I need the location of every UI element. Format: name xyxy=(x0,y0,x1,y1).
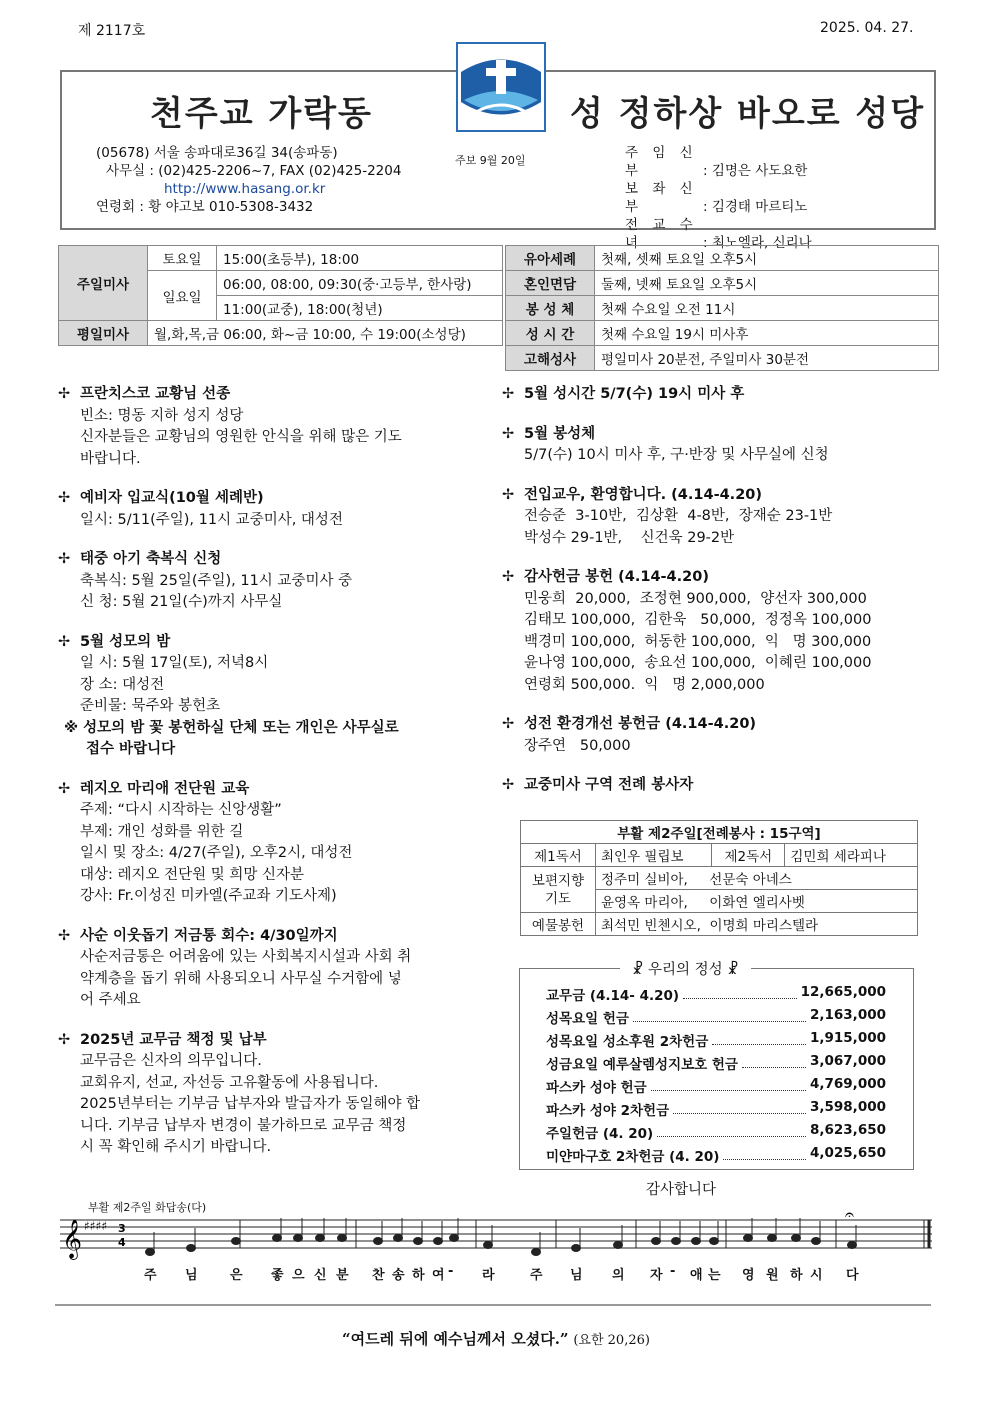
lyric-syllable: 의 xyxy=(612,1268,625,1283)
office-phone: 사무실 : (02)425-2206~7, FAX (02)425-2204 xyxy=(106,163,402,179)
note-head xyxy=(394,1235,403,1242)
reading2-name: 김민희 세라피나 xyxy=(785,844,918,867)
offering-row: 주일헌금 (4. 20) 8,623,650 xyxy=(546,1122,886,1142)
note-head xyxy=(187,1245,196,1252)
note-head xyxy=(374,1238,383,1245)
servers-header: 부활 제2주일[전례봉사 : 15구역] xyxy=(521,821,918,844)
lyric-syllable: 으 xyxy=(292,1268,305,1283)
notice-lent-piggybank: ✢ 사순 이웃돕기 저금통 회수: 4/30일까지 사순저금통은 어려움에 있는 사회복지시설과 사회 취 약계층을 돕기 위해 사용되오니 사무실 수거함에 넣 어 주세요 xyxy=(58,927,412,1008)
notice-communion-sick: ✢ 5월 봉성체 5/7(수) 10시 미사 후, 구·반장 및 사무실에 신청 xyxy=(502,425,829,463)
lyric-syllable: 원 xyxy=(766,1268,779,1283)
parish-area-title: 천주교 가락동 xyxy=(150,94,373,134)
note-head xyxy=(812,1238,821,1245)
lyric-syllable: 분 xyxy=(336,1268,349,1283)
gospel-quote: “여드레 뒤에 예수님께서 오셨다.” xyxy=(342,1330,569,1348)
issue-number: 제 2117호 xyxy=(78,23,146,39)
lyric-syllable: 는 xyxy=(708,1268,721,1283)
sacrament-label: 성 시 간 xyxy=(506,321,595,346)
church-name-title: 성 정하상 바오로 성당 xyxy=(570,94,926,134)
footer-divider xyxy=(55,1304,931,1306)
note-head xyxy=(294,1235,303,1242)
lyric-syllable: 송 xyxy=(392,1268,405,1283)
fermata-icon: 𝄐 xyxy=(845,1208,854,1224)
sunday-mass-label: 주일미사 xyxy=(59,246,148,321)
offering-names: 최석민 빈첸시오, 이명희 마리스텔라 xyxy=(596,913,918,936)
liturgy-servers-table xyxy=(520,820,918,936)
offering-label: 예물봉헌 xyxy=(521,913,596,936)
sacrament-value: 첫째, 셋째 토요일 오후5시 xyxy=(595,246,939,271)
sunday-times-1: 06:00, 08:00, 09:30(중·고등부, 한사랑) xyxy=(217,271,503,296)
parish-logo xyxy=(456,42,546,132)
note-head xyxy=(532,1249,541,1256)
offering-title: ☧ 우리의 정성 ☧ xyxy=(620,958,751,979)
lyric-syllable: 시 xyxy=(810,1268,823,1283)
note-head xyxy=(768,1235,777,1242)
note-head xyxy=(338,1235,347,1242)
sacrament-value: 첫째 수요일 19시 미사후 xyxy=(595,321,939,346)
notice-church-improvement: ✢ 성전 환경개선 봉헌금 (4.14-4.20) 장주연 50,000 xyxy=(502,716,757,754)
sacrament-value: 첫째 수요일 오전 11시 xyxy=(595,296,939,321)
offering-row: 파스카 성야 헌금 4,769,000 xyxy=(546,1076,886,1096)
notice-unborn-blessing: ✢ 태중 아기 축복식 신청 축복식: 5월 25일(주일), 11시 교중미사 중 신 청: 5월 21일(수)까지 사무실 xyxy=(58,551,353,610)
lyric-syllable: 여 xyxy=(432,1268,445,1283)
lyric-syllable: 님 xyxy=(570,1268,583,1283)
sharp-icon: ♯♯♯♯ xyxy=(84,1219,108,1233)
offering-row: 성목요일 헌금 2,163,000 xyxy=(546,1007,886,1027)
time-signature: 3 xyxy=(118,1222,126,1235)
sacrament-label: 유아세례 xyxy=(506,246,595,271)
notice-pope-funeral: ✢ 프란치스코 교황님 선종 빈소: 명동 지하 성지 성당 신자분들은 교황님의 영원한 안식을 위해 많은 기도 바랍니다. xyxy=(58,386,402,467)
clergy-row: 전 교 수녀 : 최노엘라, 신리나 xyxy=(625,217,812,251)
lyric-syllable: 주 xyxy=(144,1268,157,1283)
notice-catechumen: ✢ 예비자 입교식(10월 세례반) 일시: 5/11(주일), 11시 교중미사, 대성전 xyxy=(58,490,343,528)
clergy-row: 주 임 신부 : 김명은 사도요한 xyxy=(625,145,808,179)
lyric-syllable: - xyxy=(448,1264,454,1279)
weekday-mass-label: 평일미사 xyxy=(59,321,148,346)
psalm-title: 부활 제2주일 화답송(다) xyxy=(88,1201,207,1214)
note-head xyxy=(744,1235,753,1242)
offering-row: 성금요일 예루살렘성지보호 헌금 3,067,000 xyxy=(546,1053,886,1073)
clergy-row: 보 좌 신부 : 김경태 마르티노 xyxy=(625,181,808,215)
notice-marian-night: ✢ 5월 성모의 밤 일 시: 5월 17일(토), 저녁8시 장 소: 대성전 준비물: 묵주와 봉헌초 ※ 성모의 밤 꽃 봉헌하실 단체 또는 개인은 사무실로 접수 바랍니다 xyxy=(58,633,399,757)
treble-clef-icon: 𝄞 xyxy=(62,1219,83,1259)
website-link[interactable]: http://www.hasang.or.kr xyxy=(164,181,326,197)
lyric-syllable: 라 xyxy=(482,1268,495,1283)
logo-icon xyxy=(456,42,546,132)
saturday-times: 15:00(초등부), 18:00 xyxy=(217,246,503,271)
sacrament-value: 둘째, 넷째 토요일 오후5시 xyxy=(595,271,939,296)
note-head xyxy=(434,1238,443,1245)
sacrament-label: 고해성사 xyxy=(506,346,595,371)
note-head xyxy=(316,1235,325,1242)
lyric-syllable: 찬 xyxy=(372,1268,385,1283)
right-column xyxy=(502,384,932,801)
prayer-label: 보편지향 기도 xyxy=(521,867,596,913)
note-head xyxy=(146,1249,155,1256)
footer-quote xyxy=(0,1328,992,1349)
lyric-syllable: 하 xyxy=(412,1268,425,1283)
prayer-names-1: 정주미 실비아, 선문숙 아네스 xyxy=(596,867,918,890)
note-head xyxy=(273,1235,282,1242)
note-head xyxy=(792,1235,801,1242)
note-head xyxy=(614,1242,623,1249)
note-head xyxy=(672,1238,681,1245)
offering-row: 성목요일 성소후원 2차헌금 1,915,000 xyxy=(546,1030,886,1050)
notice-liturgy-servers: ✢ 교중미사 구역 전례 봉사자 xyxy=(502,777,694,793)
offering-summary-box xyxy=(519,968,914,1170)
lyric-syllable: 좋 xyxy=(271,1268,284,1283)
lyric-syllable: 영 xyxy=(742,1268,755,1283)
note-head xyxy=(652,1238,661,1245)
lyric-syllable: 하 xyxy=(790,1268,803,1283)
notice-thanksgiving-offering: ✢ 감사헌금 봉헌 (4.14-4.20) 민웅희 20,000, 조정현 900,000, 양선자 300,000 김태모 100,000, 김한욱 50,000, 정정옥 100,000 백경미 100,000, 허동한 100,000, 익 명 300,000 윤나영 100,000, 송요선 100,000, 이혜린 100,000 연령회 500,000. 익 명 2,000,000 xyxy=(502,569,872,693)
offering-row: 교무금 (4.14- 4.20) 12,665,000 xyxy=(546,984,886,1004)
prayer-names-2: 윤영옥 마리아, 이화연 엘리사벳 xyxy=(596,890,918,913)
lyric-syllable: 애 xyxy=(690,1268,703,1283)
note-head xyxy=(484,1242,493,1249)
note-head xyxy=(232,1238,241,1245)
note-head xyxy=(572,1245,581,1252)
funeral-contact: 연령회 : 황 야고보 010-5308-3432 xyxy=(96,199,314,215)
notice-parish-dues: ✢ 2025년 교무금 책정 및 납부 교무금은 신자의 의무입니다. 교회유지, 선교, 자선등 고유활동에 사용됩니다. 2025년부터는 기부금 납부자와 발급자가 동일해야 합 니다. 기부금 납부자 변경이 불가하므로 교무금 책정 시 꼭 확인해 주시기 바랍니다. xyxy=(58,1031,421,1155)
time-signature: 4 xyxy=(118,1236,126,1249)
sunday-times-2: 11:00(교중), 18:00(청년) xyxy=(217,296,503,321)
sacrament-label: 혼인면담 xyxy=(506,271,595,296)
offering-row: 미얀마구호 2차헌금 (4. 20) 4,025,650 xyxy=(546,1145,886,1165)
saturday-label: 토요일 xyxy=(148,246,217,271)
lyric-syllable: 다 xyxy=(846,1268,859,1283)
notice-holy-hour: ✢ 5월 성시간 5/7(수) 19시 미사 후 xyxy=(502,386,745,402)
sunday-label: 일요일 xyxy=(148,271,217,321)
sacrament-value: 평일미사 20분전, 주일미사 30분전 xyxy=(595,346,939,371)
note-head xyxy=(848,1242,857,1249)
offering-thanks: 감사합니다 xyxy=(636,1178,726,1199)
notice-legio-education: ✢ 레지오 마리애 전단원 교육 주제: “다시 시작하는 신앙생활” 부제: 개인 성화를 위한 길 일시 및 장소: 4/27(주일), 오후2시, 대성전 대상: 레지오 전단원 및 희망 신자분 강사: Fr.이성진 미카엘(주교좌 기도사제) xyxy=(58,780,353,904)
note-head xyxy=(450,1235,459,1242)
lyric-syllable: - xyxy=(670,1264,676,1279)
lyric-syllable: 은 xyxy=(230,1268,243,1283)
address-line: (05678) 서울 송파대로36길 34(송파동) xyxy=(96,145,338,161)
reading2-label: 제2독서 xyxy=(712,844,785,867)
sacrament-table xyxy=(505,245,939,371)
sacrament-label: 봉 성 체 xyxy=(506,296,595,321)
note-head xyxy=(414,1238,423,1245)
lyric-syllable: 자 xyxy=(650,1268,663,1283)
offering-row: 파스카 성야 2차헌금 3,598,000 xyxy=(546,1099,886,1119)
weekday-times: 월,화,목,금 06:00, 화~금 10:00, 수 19:00(소성당) xyxy=(148,321,503,346)
bulletin-week: 주보 9월 20일 xyxy=(455,154,526,167)
reading1-name: 최인우 필립보 xyxy=(596,844,712,867)
lyric-syllable: 주 xyxy=(530,1268,543,1283)
note-head xyxy=(692,1238,701,1245)
issue-date: 2025. 04. 27. xyxy=(820,20,914,36)
music-staff xyxy=(58,1208,936,1266)
lyric-syllable: 님 xyxy=(185,1268,198,1283)
left-column xyxy=(58,384,488,1177)
note-head xyxy=(710,1238,719,1245)
address-block xyxy=(96,144,401,216)
mass-schedule-table xyxy=(58,245,503,346)
gospel-reference: (요한 20,26) xyxy=(573,1333,650,1348)
lyric-syllable: 신 xyxy=(314,1268,327,1283)
reading1-label: 제1독서 xyxy=(521,844,596,867)
notice-new-parishioners: ✢ 전입교우, 환영합니다. (4.14-4.20) 전승준 3-10반, 김상환 4-8반, 장재순 23-1반 박성수 29-1반, 신건욱 29-2반 xyxy=(502,486,833,546)
clergy-block xyxy=(625,144,812,252)
